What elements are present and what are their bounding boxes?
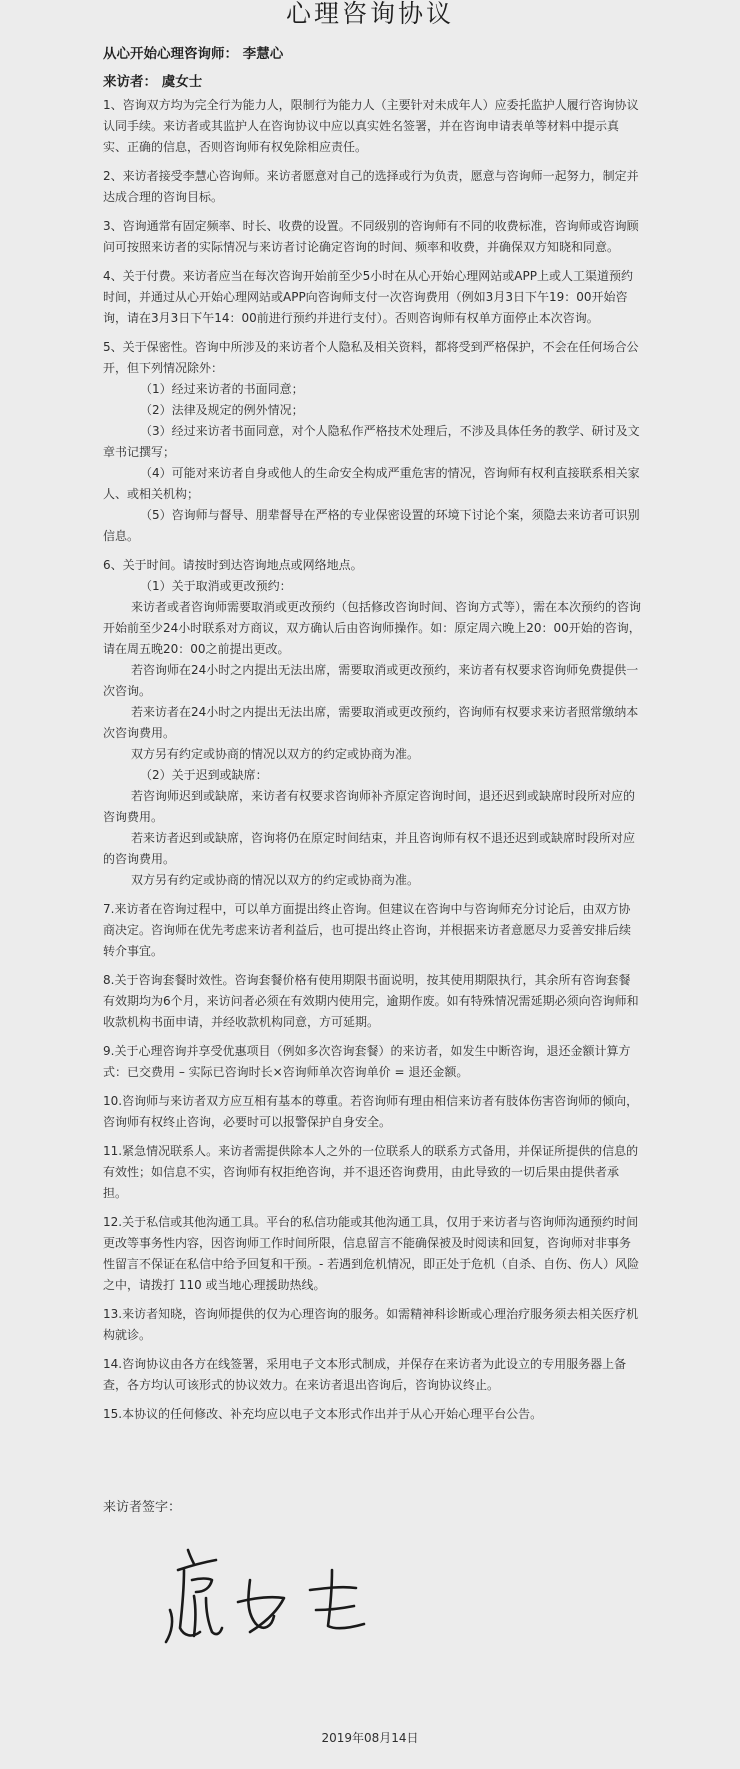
client-name: 虞女士 [161, 74, 203, 90]
clause-15 [103, 1404, 641, 1425]
client-line [103, 70, 202, 90]
clause-paragraph: 12.关于私信或其他沟通工具。平台的私信功能或其他沟通工具，仅用于来访者与咨询师沟通预约时间更改等事务性内容，因咨询师工作时间所限，信息留言不能确保被及时阅读和回复，咨询师对非事务性留言不保证在私信中给予回复和干预。- 若遇到危机情况，即正处于危机（自杀、自伤、伤人）风险之中，请拨打 110 或当地心理援助热线。 [103, 1215, 640, 1292]
clause-paragraph: 双方另有约定或协商的情况以双方的约定或协商为准。 [131, 747, 420, 761]
clause-paragraph: （3）经过来访者书面同意，对个人隐私作严格技术处理后，不涉及具体任务的教学、研讨及文章书记撰写； [103, 424, 640, 459]
clause-paragraph: 若来访者迟到或缺席，咨询将仍在原定时间结束，并且咨询师有权不退还迟到或缺席时段所对应的咨询费用。 [103, 831, 636, 866]
clause-paragraph: 14.咨询协议由各方在线签署，采用电子文本形式制成，并保存在来访者为此设立的专用服务器上备查，各方均认可该形式的协议效力。在来访者退出咨询后，咨询协议终止。 [103, 1357, 627, 1392]
clause-paragraph: 1、咨询双方均为完全行为能力人，限制行为能力人（主要针对未成年人）应委托监护人履行咨询协议认同手续。来访者或其监护人在咨询协议中应以真实姓名签署，并在咨询申请表单等材料中提示真实、正确的信息，否则咨询师有权免除相应责任。 [103, 98, 639, 154]
clause-paragraph: 13.来访者知晓，咨询师提供的仅为心理咨询的服务。如需精神科诊断或心理治疗服务须去相关医疗机构就诊。 [103, 1307, 639, 1342]
clause-paragraph: 9.关于心理咨询并享受优惠项目（例如多次咨询套餐）的来访者，如发生中断咨询，退还金额计算方式：已交费用 – 实际已咨询时长×咨询师单次咨询单价 = 退还金额。 [103, 1044, 631, 1079]
clause-13 [103, 1304, 641, 1346]
clause-9 [103, 1041, 641, 1083]
clause-10 [103, 1091, 641, 1133]
clause-2 [103, 166, 641, 208]
clause-paragraph: （5）咨询师与督导、朋辈督导在严格的专业保密设置的环境下讨论个案，须隐去来访者可识别信息。 [103, 508, 640, 543]
signature-label: 来访者签字： [103, 1500, 182, 1515]
clause-1 [103, 95, 641, 158]
clause-paragraph: 5、关于保密性。咨询中所涉及的来访者个人隐私及相关资料，都将受到严格保护，不会在任何场合公开，但下列情况除外： [103, 340, 639, 375]
clause-paragraph: 11.紧急情况联系人。来访者需提供除本人之外的一位联系人的联系方式备用，并保证所提供的信息的有效性；如信息不实，咨询师有权拒绝咨询，并不退还咨询费用，由此导致的一切后果由提供者承担。 [103, 1144, 639, 1200]
clause-paragraph: （1）关于取消或更改预约： [140, 579, 292, 593]
clause-5 [103, 337, 641, 547]
clause-paragraph: 若咨询师迟到或缺席，来访者有权要求咨询师补齐原定咨询时间，退还迟到或缺席时段所对应的咨询费用。 [103, 789, 636, 824]
clause-paragraph: （1）经过来访者的书面同意； [140, 382, 304, 396]
clause-paragraph: 4、关于付费。来访者应当在每次咨询开始前至少5小时在从心开始心理网站或APP上或人工渠道预约时间，并通过从心开始心理网站或APP向咨询师支付一次咨询费用（例如3月3日下午19：00开始咨询，请在3月3日下午14：00前进行预约并进行支付）。否则咨询师有权单方面停止本次咨询。 [103, 269, 633, 325]
clause-7 [103, 899, 641, 962]
clause-6 [103, 555, 641, 891]
clause-14 [103, 1354, 641, 1396]
counselor-name: 李慧心 [242, 46, 284, 62]
clause-paragraph: 若咨询师在24小时之内提出无法出席，需要取消或更改预约，来访者有权要求咨询师免费提供一次咨询。 [103, 663, 639, 698]
client-label: 来访者： [103, 74, 157, 90]
counselor-line [103, 42, 283, 62]
clause-11 [103, 1141, 641, 1204]
clause-4 [103, 266, 641, 329]
clause-paragraph: 15.本协议的任何修改、补充均应以电子文本形式作出并于从心开始心理平台公告。 [103, 1407, 543, 1421]
clause-paragraph: 若来访者在24小时之内提出无法出席，需要取消或更改预约，咨询师有权要求来访者照常缴纳本次咨询费用。 [103, 705, 639, 740]
clause-12 [103, 1212, 641, 1296]
clause-paragraph: 双方另有约定或协商的情况以双方的约定或协商为准。 [131, 873, 420, 887]
handwritten-signature [150, 1540, 390, 1660]
document-title: 心理咨询协议 [285, 0, 454, 28]
clause-paragraph: （2）法律及规定的例外情况； [140, 403, 304, 417]
clause-paragraph: 3、咨询通常有固定频率、时长、收费的设置。不同级别的咨询师有不同的收费标准，咨询师或咨询顾问可按照来访者的实际情况与来访者讨论确定咨询的时间、频率和收费，并确保双方知晓和同意。 [103, 219, 639, 254]
clause-paragraph: 2、来访者接受李慧心咨询师。来访者愿意对自己的选择或行为负责，愿意与咨询师一起努力，制定并达成合理的咨询目标。 [103, 169, 639, 204]
clause-8 [103, 970, 641, 1033]
clause-paragraph: 7.来访者在咨询过程中，可以单方面提出终止咨询。但建议在咨询中与咨询师充分讨论后，由双方协商决定。咨询师在优先考虑来访者利益后，也可提出终止咨询，并根据来访者意愿尽力妥善安排后续转介事宜。 [103, 902, 632, 958]
clause-3 [103, 216, 641, 258]
clause-paragraph: （2）关于迟到或缺席： [140, 768, 268, 782]
signing-date: 2019年08月14日 [321, 1731, 419, 1745]
clause-paragraph: 6、关于时间。请按时到达咨询地点或网络地点。 [103, 558, 363, 572]
clause-paragraph: 10.咨询师与来访者双方应互相有基本的尊重。若咨询师有理由相信来访者有肢体伤害咨询师的倾向，咨询师有权终止咨询，必要时可以报警保护自身安全。 [103, 1094, 639, 1129]
clause-list [103, 95, 641, 1433]
clause-paragraph: 8.关于咨询套餐时效性。咨询套餐价格有使用期限书面说明，按其使用期限执行，其余所有咨询套餐有效期均为6个月，来访问者必须在有效期内使用完，逾期作废。如有特殊情况需延期必须向咨询师和收款机构书面申请，并经收款机构同意，方可延期。 [103, 973, 639, 1029]
counselor-label: 从心开始心理咨询师： [103, 46, 238, 62]
clause-paragraph: 来访者或者咨询师需要取消或更改预约（包括修改咨询时间、咨询方式等），需在本次预约的咨询开始前至少24小时联系对方商议，双方确认后由咨询师操作。如：原定周六晚上20：00开始的咨询，请在周五晚20：00之前提出更改。 [103, 600, 642, 656]
clause-paragraph: （4）可能对来访者自身或他人的生命安全构成严重危害的情况，咨询师有权利直接联系相关家人、或相关机构； [103, 466, 640, 501]
